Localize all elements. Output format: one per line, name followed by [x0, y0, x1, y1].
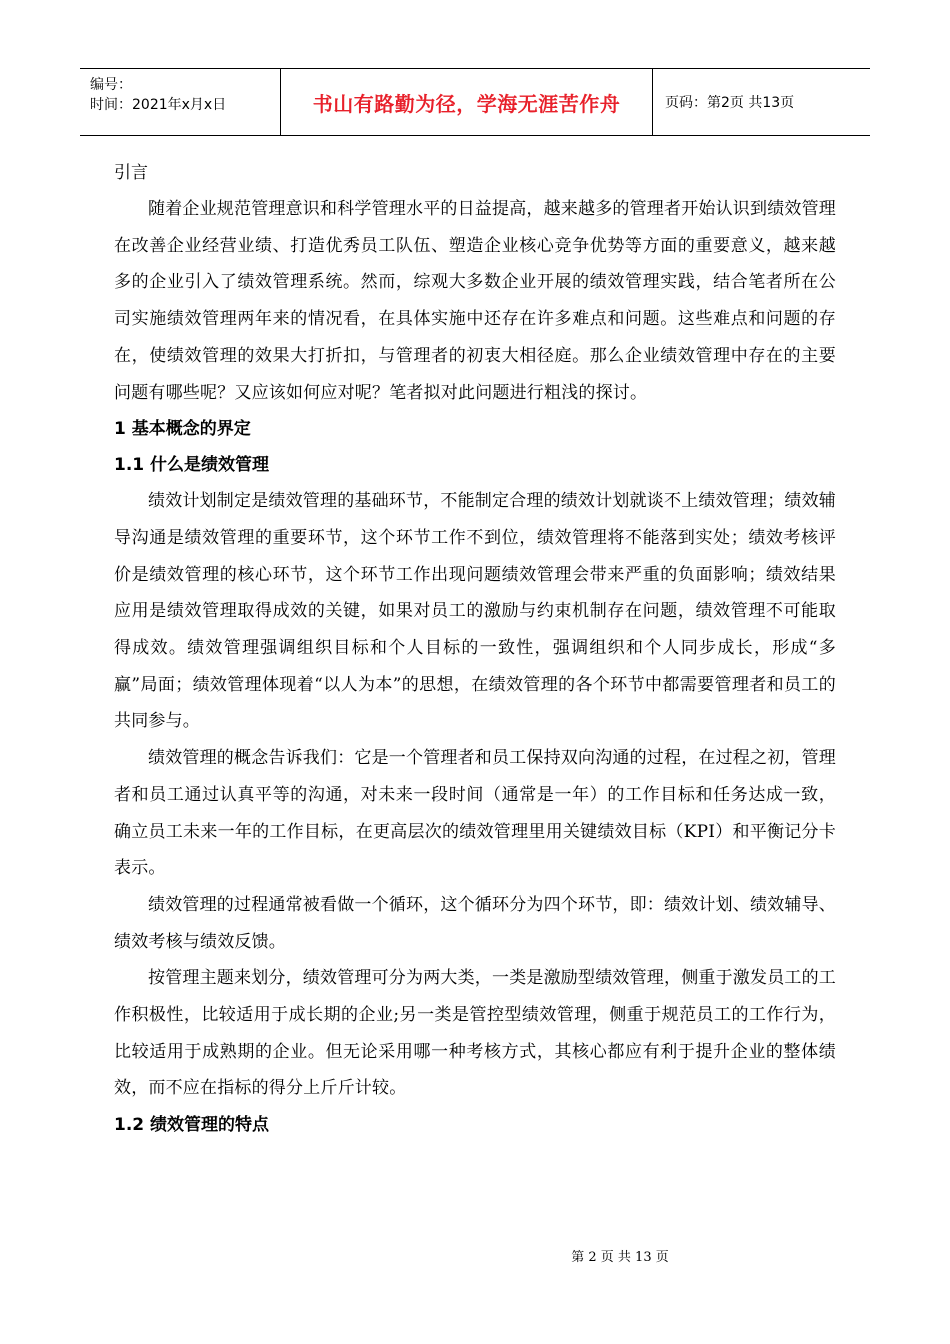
- paragraph-4: 按管理主题来划分，绩效管理可分为两大类，一类是激励型绩效管理，侧重于激发员工的工作积极性，比较适用于成长期的企业;另一类是管控型绩效管理，侧重于规范员工的工作行为，比较适用于成熟期的企业。但无论采用哪一种考核方式，其核心都应有利于提升企业的整体绩效，而不应在指标的得分上斤斤计较。: [114, 968, 836, 1099]
- section-1-1-heading: 1.1 什么是绩效管理: [114, 455, 270, 476]
- intro-heading: 引言: [114, 163, 148, 183]
- section-1-2-heading: 1.2 绩效管理的特点: [114, 1115, 270, 1136]
- section-1-heading: 1 基本概念的界定: [114, 419, 251, 440]
- header-motto: 书山有路勤为径，学海无涯苦作舟: [281, 69, 653, 135]
- intro-paragraph: 随着企业规范管理意识和科学管理水平的日益提高，越来越多的管理者开始认识到绩效管理在改善企业经营业绩、打造优秀员工队伍、塑造企业核心竞争优势等方面的重要意义，越来越多的企业引入了绩效管理系统。然而，综观大多数企业开展的绩效管理实践，结合笔者所在公司实施绩效管理两年来的情况看，在具体实施中还存在许多难点和问题。这些难点和问题的存在，使绩效管理的效果大打折扣，与管理者的初衷大相径庭。那么企业绩效管理中存在的主要问题有哪些呢？又应该如何应对呢？笔者拟对此问题进行粗浅的探讨。: [114, 199, 836, 403]
- paragraph-3: 绩效管理的过程通常被看做一个循环，这个循环分为四个环节，即：绩效计划、绩效辅导、绩效考核与绩效反馈。: [114, 894, 836, 952]
- page-header: [80, 68, 870, 136]
- paragraph-2: 绩效管理的概念告诉我们：它是一个管理者和员工保持双向沟通的过程，在过程之初，管理者和员工通过认真平等的沟通，对未来一段时间（通常是一年）的工作目标和任务达成一致，确立员工未来一年的工作目标，在更高层次的绩效管理里用关键绩效目标（KPI）和平衡记分卡表示。: [114, 748, 836, 879]
- document-body: [114, 155, 836, 1143]
- header-meta: [80, 69, 281, 135]
- header-page-info: 页码：第2页 共13页: [665, 95, 795, 111]
- page-footer: 第 2 页 共 13 页: [571, 1250, 669, 1265]
- paragraph-1: 绩效计划制定是绩效管理的基础环节，不能制定合理的绩效计划就谈不上绩效管理；绩效辅导沟通是绩效管理的重要环节，这个环节工作不到位，绩效管理将不能落到实处；绩效考核评价是绩效管理的核心环节，这个环节工作出现问题绩效管理会带来严重的负面影响；绩效结果应用是绩效管理取得成效的关键，如果对员工的激励与约束机制存在问题，绩效管理不可能取得成效。绩效管理强调组织目标和个人目标的一致性，强调组织和个人同步成长，形成“多赢”局面；绩效管理体现着“以人为本”的思想，在绩效管理的各个环节中都需要管理者和员工的共同参与。: [114, 491, 836, 732]
- document-number-label: 编号：: [90, 77, 132, 93]
- document-date: 时间：2021年x月x日: [90, 97, 227, 113]
